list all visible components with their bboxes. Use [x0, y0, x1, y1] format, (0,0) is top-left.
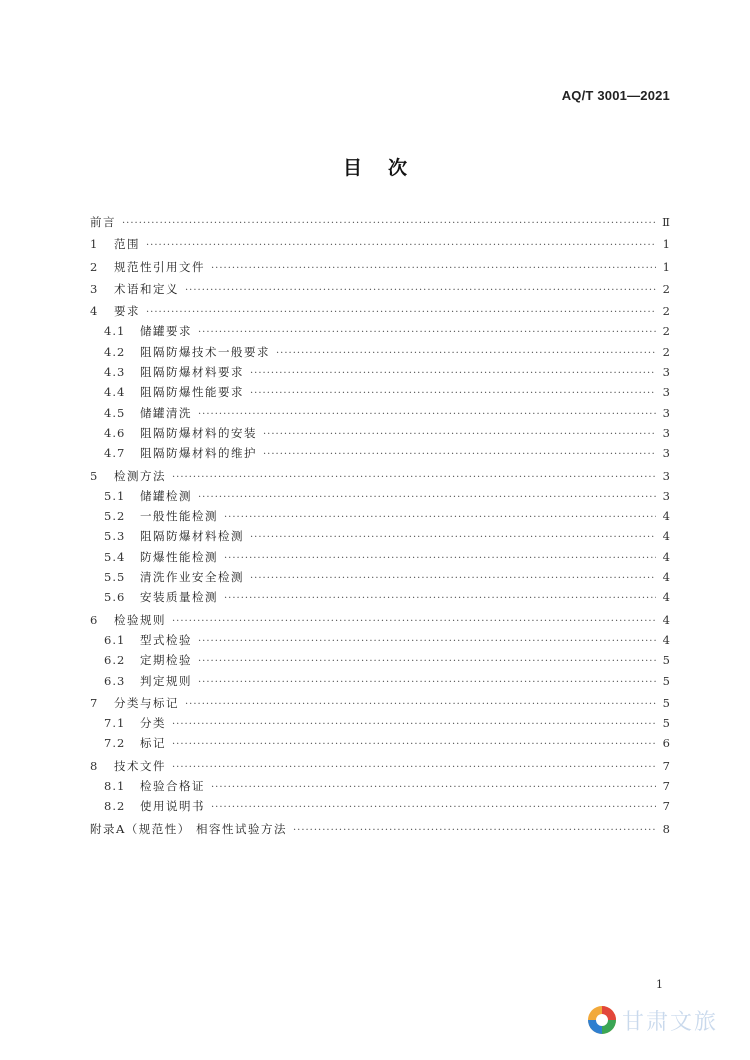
toc-leader-dots [198, 632, 656, 652]
toc-entry-label: 防爆性能检测 [140, 549, 218, 564]
toc-entry-number: 4.1 [104, 324, 126, 339]
toc-entry-label: 判定规则 [140, 673, 192, 688]
toc-entry-label: 要求 [114, 304, 140, 319]
toc-entry-number: 5.4 [104, 549, 126, 564]
toc-leader-dots [250, 364, 656, 384]
toc-entry-number: 4.3 [104, 365, 126, 380]
toc-entry-page: 4 [662, 570, 670, 585]
toc-entry-label: 使用说明书 [140, 799, 205, 814]
toc-entry-page: 1 [662, 237, 670, 252]
toc-entry [90, 279, 670, 299]
toc-leader-dots [211, 798, 656, 818]
toc-leader-dots [250, 569, 656, 589]
swirl-logo-icon [586, 1004, 618, 1036]
toc-entry-number: 5.3 [104, 529, 126, 544]
toc-entry [90, 796, 670, 816]
toc-entry-number: 4.7 [104, 446, 126, 461]
toc-entry-page: 4 [662, 612, 670, 627]
toc-entry-page: 2 [662, 344, 670, 359]
toc-entry [90, 342, 670, 362]
toc-leader-dots [198, 323, 656, 343]
toc-entry [90, 443, 670, 463]
toc-entry-label: 检验规则 [114, 612, 166, 627]
toc-leader-dots [224, 508, 656, 528]
toc-entry-label: 一般性能检测 [140, 509, 218, 524]
page-title: 目次 [342, 157, 433, 179]
toc-entry [90, 587, 670, 607]
toc-entry-page: 5 [662, 653, 670, 668]
watermark-text: 甘肃文旅 [622, 1009, 719, 1035]
toc-leader-dots [172, 612, 656, 632]
toc-entry-page: 4 [662, 509, 670, 524]
toc-entry-number: 4.6 [104, 425, 126, 440]
toc-entry-label: 阻隔防爆性能要求 [140, 385, 244, 400]
toc-entry-label: 分类 [140, 716, 166, 731]
toc-entry-page: 4 [662, 549, 670, 564]
toc-entry-page: Ⅱ [662, 215, 670, 229]
toc-entry-number: 4.2 [104, 344, 126, 359]
toc-leader-dots [185, 281, 656, 301]
toc-entry [90, 212, 670, 232]
toc-entry-label: 储罐清洗 [140, 405, 192, 420]
toc-entry-label: 检测方法 [114, 468, 166, 483]
toc-entry-label: 型式检验 [140, 632, 192, 647]
toc-entry-label: 阻隔防爆材料的维护 [140, 446, 257, 461]
toc-entry-page: 4 [662, 632, 670, 647]
toc-entry [90, 547, 670, 567]
toc-leader-dots [198, 673, 656, 693]
toc-entry-page: 3 [662, 446, 670, 461]
toc-entry-label: 标记 [140, 736, 166, 751]
toc-entry [90, 819, 670, 839]
toc-entry [90, 650, 670, 670]
toc-entry-label: 前言 [90, 215, 116, 229]
toc-entry [90, 776, 670, 796]
toc-entry-page: 2 [662, 304, 670, 319]
toc-leader-dots [172, 468, 656, 488]
page-number: 1 [656, 978, 663, 991]
toc-entry-page: 3 [662, 468, 670, 483]
toc-entry-number: 6.2 [104, 653, 126, 668]
toc-entry-label: 范围 [114, 237, 140, 252]
toc-leader-dots [263, 445, 656, 465]
toc-entry [90, 506, 670, 526]
toc-entry-number: 5.6 [104, 590, 126, 605]
toc-leader-dots [172, 715, 656, 735]
toc-entry-number: 8.1 [104, 779, 126, 794]
toc-entry-page: 4 [662, 590, 670, 605]
toc-entry-label: 附录A（规范性） 相容性试验方法 [90, 821, 287, 836]
toc-entry-number: 5.2 [104, 509, 126, 524]
toc-leader-dots [172, 758, 656, 778]
toc-leader-dots [224, 549, 656, 569]
toc-entry [90, 382, 670, 402]
toc-entry-label: 技术文件 [114, 758, 166, 773]
toc-leader-dots [250, 528, 656, 548]
toc-entry-page: 8 [662, 821, 670, 836]
toc-leader-dots [122, 214, 656, 234]
toc-leader-dots [146, 303, 656, 323]
toc-leader-dots [198, 488, 656, 508]
toc-entry [90, 733, 670, 753]
toc-entry-page: 2 [662, 281, 670, 296]
toc-entry [90, 466, 670, 486]
toc-leader-dots [198, 652, 656, 672]
toc-entry-number: 4 [90, 304, 98, 319]
toc-entry-number: 8 [90, 758, 98, 773]
toc-entry-number: 7.2 [104, 736, 126, 751]
toc-entry [90, 321, 670, 341]
toc-entry [90, 257, 670, 277]
toc-leader-dots [224, 589, 656, 609]
toc-entry-page: 3 [662, 385, 670, 400]
toc-entry-number: 4.5 [104, 405, 126, 420]
toc-entry-page: 5 [662, 716, 670, 731]
toc-entry [90, 486, 670, 506]
toc-entry-number: 6.3 [104, 673, 126, 688]
toc-entry-label: 定期检验 [140, 653, 192, 668]
toc-entry-page: 5 [662, 695, 670, 710]
toc-entry-label: 分类与标记 [114, 695, 179, 710]
toc-entry-label: 检验合格证 [140, 779, 205, 794]
toc-entry [90, 526, 670, 546]
toc-entry [90, 693, 670, 713]
toc-entry-page: 3 [662, 488, 670, 503]
toc-entry-page: 6 [662, 736, 670, 751]
toc-entry-page: 2 [662, 324, 670, 339]
toc-entry [90, 234, 670, 254]
toc-entry-number: 5 [90, 468, 98, 483]
toc-entry [90, 423, 670, 443]
table-of-contents [90, 212, 670, 839]
standard-code: AQ/T 3001—2021 [561, 88, 670, 103]
toc-entry-page: 7 [662, 779, 670, 794]
toc-entry-page: 7 [662, 799, 670, 814]
toc-entry-page: 4 [662, 529, 670, 544]
toc-entry-page: 3 [662, 365, 670, 380]
toc-leader-dots [172, 735, 656, 755]
toc-entry [90, 610, 670, 630]
toc-entry-number: 6 [90, 612, 98, 627]
toc-entry [90, 756, 670, 776]
toc-entry [90, 301, 670, 321]
toc-entry-label: 阻隔防爆材料要求 [140, 365, 244, 380]
toc-entry-page: 1 [662, 259, 670, 274]
toc-entry [90, 567, 670, 587]
toc-entry-number: 7.1 [104, 716, 126, 731]
toc-entry-number: 2 [90, 259, 98, 274]
toc-entry-page: 5 [662, 673, 670, 688]
toc-entry-number: 3 [90, 281, 98, 296]
toc-leader-dots [146, 236, 656, 256]
toc-leader-dots [211, 259, 656, 279]
toc-entry-page: 7 [662, 758, 670, 773]
toc-entry [90, 713, 670, 733]
toc-entry-page: 3 [662, 425, 670, 440]
toc-entry-number: 5.5 [104, 570, 126, 585]
toc-entry-number: 5.1 [104, 488, 126, 503]
toc-leader-dots [211, 778, 656, 798]
toc-leader-dots [250, 384, 656, 404]
toc-leader-dots [185, 695, 656, 715]
toc-entry-label: 储罐要求 [140, 324, 192, 339]
toc-entry [90, 403, 670, 423]
toc-entry [90, 630, 670, 650]
toc-entry-label: 阻隔防爆技术一般要求 [140, 344, 270, 359]
toc-entry-page: 3 [662, 405, 670, 420]
toc-leader-dots [276, 344, 656, 364]
toc-entry-label: 阻隔防爆材料检测 [140, 529, 244, 544]
toc-entry-label: 安装质量检测 [140, 590, 218, 605]
toc-entry-label: 储罐检测 [140, 488, 192, 503]
toc-entry-label: 术语和定义 [114, 281, 179, 296]
toc-entry-label: 规范性引用文件 [114, 259, 205, 274]
toc-entry [90, 362, 670, 382]
toc-leader-dots [263, 425, 656, 445]
toc-entry-label: 清洗作业安全检测 [140, 570, 244, 585]
toc-entry-label: 阻隔防爆材料的安装 [140, 425, 257, 440]
toc-entry-number: 6.1 [104, 632, 126, 647]
toc-entry-number: 4.4 [104, 385, 126, 400]
toc-entry-number: 8.2 [104, 799, 126, 814]
toc-leader-dots [293, 821, 656, 841]
toc-leader-dots [198, 405, 656, 425]
toc-entry-number: 1 [90, 237, 98, 252]
toc-entry-number: 7 [90, 695, 98, 710]
toc-entry [90, 671, 670, 691]
watermark-logo [586, 1002, 736, 1038]
